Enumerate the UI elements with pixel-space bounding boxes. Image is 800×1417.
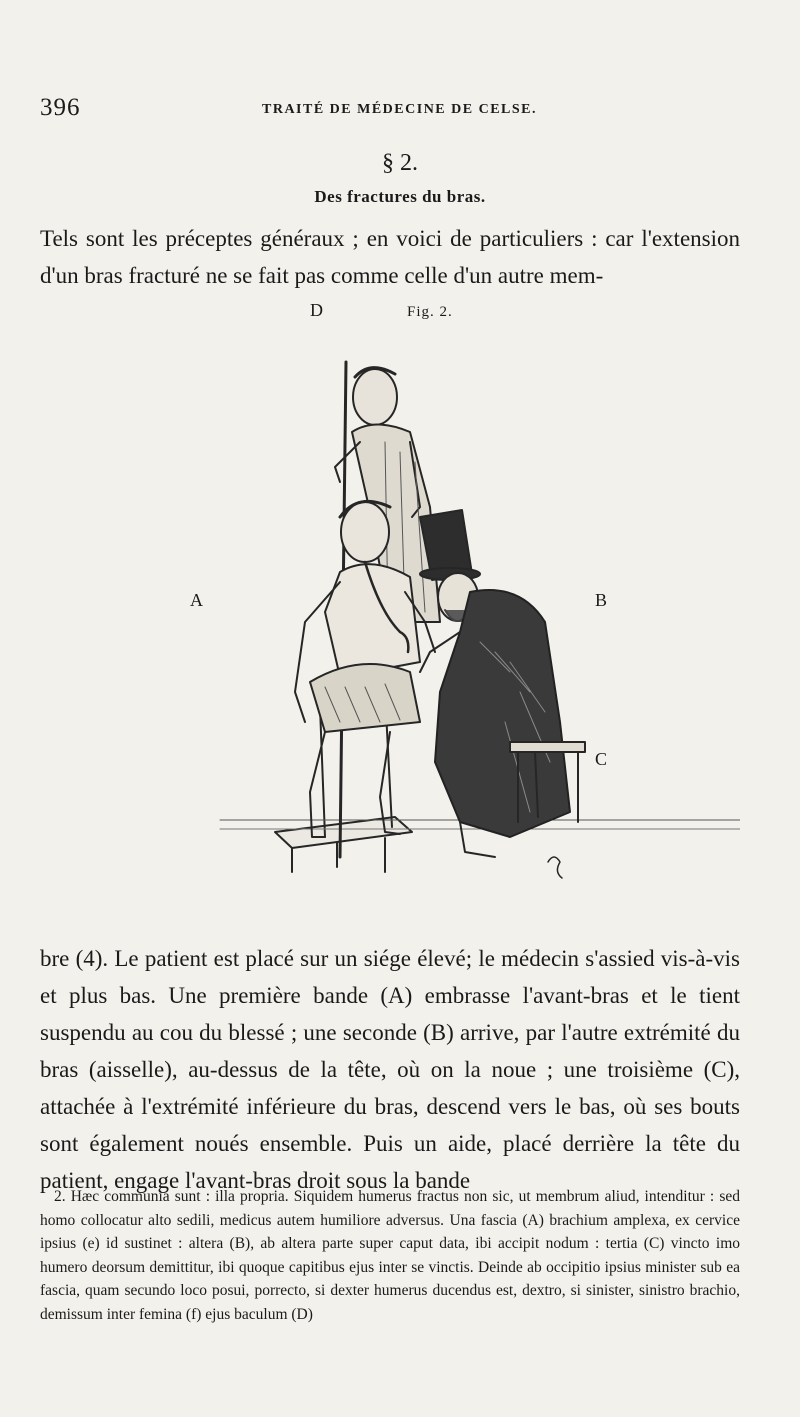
footnote-text: 2. Hæc communia sunt : illa propria. Siquidem humerus fractus non sic, ut membrum aliud, intenditur : sed homo collocatur alto sedili, medicus autem humiliore adversus. Una fascia (A) brachium amplexa, ex cervice ipsius (e) id sustinet : altera (B), ab altera parte super caput data, ibi accipit nodum : tertia (C) vincto imo humero deorsum demittitur, ibi quoque capitibus ejus inter se vinctis. Deinde ab occipitio ipsius minister sub ea fascia, quam secundo loco posui, porrecto, si dexter humerus ducendus est, dextro, si sinister, sinistro brachio, demissum inter femina (f) ejus baculum (D) [40, 1188, 740, 1323]
figure-label-a: A [190, 590, 203, 610]
physician-figure [420, 510, 570, 857]
section-number: § 2. [382, 150, 418, 176]
section-title: Des fractures du bras. [314, 187, 486, 206]
page-header [40, 94, 740, 124]
figure-caption: Fig. 2. [407, 304, 453, 320]
running-title: TRAITÉ DE MÉDECINE DE CELSE. [262, 102, 537, 117]
engraver-signature [548, 857, 562, 878]
figure-label-c: C [595, 749, 608, 769]
figure-label-d: D [310, 300, 323, 320]
body-text-main: bre (4). Le patient est placé sur un siége élevé; le médecin s'assied vis-à-vis et plus bas. Une première bande (A) embrasse l'avant-bras et le tient suspendu au cou du blessé ; une seconde (B) arrive, par l'autre extrémité du bras (aisselle), au-dessus de la tête, où on la noue ; une troisième (C), attachée à l'extrémité inférieure du bras, descend vers le bas, où ses bouts sont également noués ensemble. Puis un aide, placé derrière la tête du patient, engage l'avant-bras droit sous la bande [40, 946, 740, 1193]
figure [40, 292, 740, 932]
body-text-top: Tels sont les préceptes généraux ; en voici de particuliers : car l'extension d'un bras fracturé ne se fait pas comme celle d'un autre mem- [40, 226, 740, 288]
figure-label-b: B [595, 590, 608, 610]
footnote [40, 1185, 740, 1326]
page-number: 396 [40, 94, 81, 121]
engraving-illustration [40, 292, 740, 932]
